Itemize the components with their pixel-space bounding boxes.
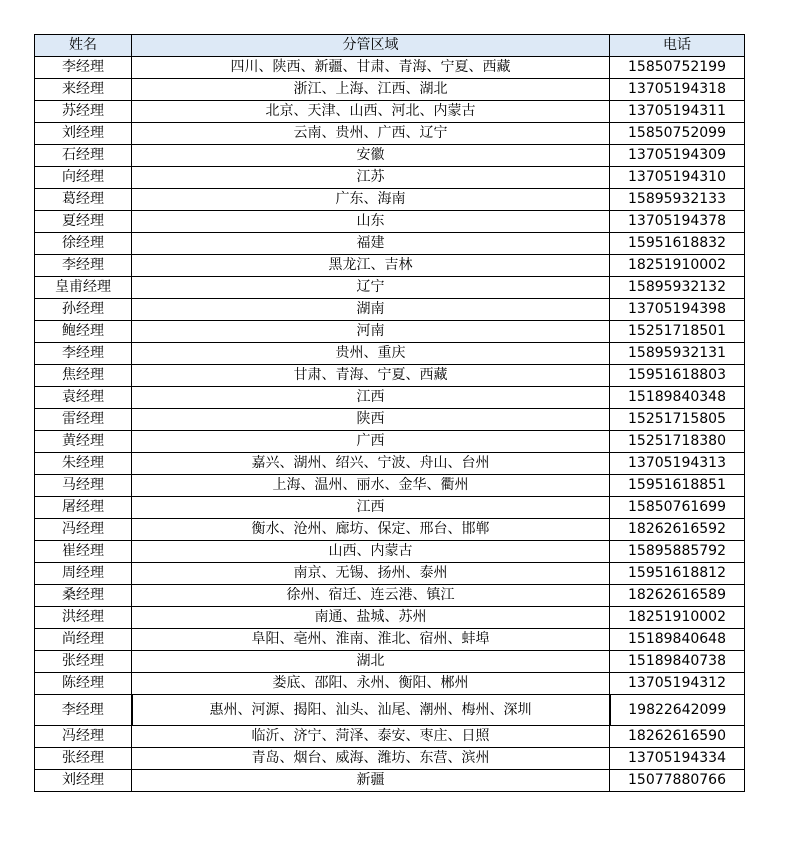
cell-phone: 18262616590 <box>610 726 745 748</box>
cell-phone: 15895932133 <box>610 189 745 211</box>
cell-name: 皇甫经理 <box>35 277 132 299</box>
table-row <box>35 497 745 519</box>
table-row <box>35 409 745 431</box>
cell-phone: 15251718501 <box>610 321 745 343</box>
cell-region: 南京、无锡、扬州、泰州 <box>132 563 610 585</box>
cell-name: 葛经理 <box>35 189 132 211</box>
cell-region: 北京、天津、山西、河北、内蒙古 <box>132 101 610 123</box>
table-row <box>35 770 745 792</box>
cell-phone: 13705194398 <box>610 299 745 321</box>
table-row <box>35 189 745 211</box>
cell-name: 石经理 <box>35 145 132 167</box>
cell-phone: 15951618851 <box>610 475 745 497</box>
cell-region: 南通、盐城、苏州 <box>132 607 610 629</box>
table-row <box>35 101 745 123</box>
cell-name: 张经理 <box>35 748 132 770</box>
cell-name: 刘经理 <box>35 770 132 792</box>
cell-region: 衡水、沧州、廊坊、保定、邢台、邯郸 <box>132 519 610 541</box>
cell-region: 广东、海南 <box>132 189 610 211</box>
cell-phone: 15895932131 <box>610 343 745 365</box>
cell-region: 徐州、宿迁、连云港、镇江 <box>132 585 610 607</box>
table-row <box>35 123 745 145</box>
cell-region: 娄底、邵阳、永州、衡阳、郴州 <box>132 673 610 695</box>
cell-name: 刘经理 <box>35 123 132 145</box>
table-row <box>35 651 745 673</box>
table-row <box>35 233 745 255</box>
table-row <box>35 607 745 629</box>
cell-region: 贵州、重庆 <box>132 343 610 365</box>
cell-name: 周经理 <box>35 563 132 585</box>
cell-phone: 15951618803 <box>610 365 745 387</box>
cell-phone: 13705194378 <box>610 211 745 233</box>
cell-region: 青岛、烟台、威海、潍坊、东营、滨州 <box>132 748 610 770</box>
table-row <box>35 299 745 321</box>
cell-region: 山西、内蒙古 <box>132 541 610 563</box>
cell-region: 广西 <box>132 431 610 453</box>
cell-phone: 15077880766 <box>610 770 745 792</box>
table-row <box>35 387 745 409</box>
cell-phone: 15850761699 <box>610 497 745 519</box>
table-row <box>35 343 745 365</box>
cell-region: 陕西 <box>132 409 610 431</box>
cell-name: 桑经理 <box>35 585 132 607</box>
cell-name: 朱经理 <box>35 453 132 475</box>
cell-region: 浙江、上海、江西、湖北 <box>132 79 610 101</box>
cell-phone: 15189840348 <box>610 387 745 409</box>
cell-name: 屠经理 <box>35 497 132 519</box>
cell-phone: 18251910002 <box>610 255 745 277</box>
cell-phone: 15951618832 <box>610 233 745 255</box>
table-row <box>35 629 745 651</box>
cell-phone: 13705194310 <box>610 167 745 189</box>
cell-name: 来经理 <box>35 79 132 101</box>
cell-name: 黄经理 <box>35 431 132 453</box>
cell-phone: 13705194312 <box>610 673 745 695</box>
cell-region: 临沂、济宁、菏泽、泰安、枣庄、日照 <box>132 726 610 748</box>
cell-region: 江西 <box>132 497 610 519</box>
table-row <box>35 585 745 607</box>
cell-phone: 15850752199 <box>610 57 745 79</box>
cell-phone: 15251718380 <box>610 431 745 453</box>
cell-name: 冯经理 <box>35 519 132 541</box>
header-row <box>35 35 745 57</box>
header-phone: 电话 <box>610 35 745 57</box>
cell-name: 尚经理 <box>35 629 132 651</box>
cell-phone: 13705194318 <box>610 79 745 101</box>
table-row <box>35 748 745 770</box>
table-row <box>35 541 745 563</box>
cell-region: 湖南 <box>132 299 610 321</box>
cell-phone: 18262616592 <box>610 519 745 541</box>
cell-name: 洪经理 <box>35 607 132 629</box>
cell-name: 李经理 <box>35 695 132 726</box>
cell-region: 江西 <box>132 387 610 409</box>
cell-name: 张经理 <box>35 651 132 673</box>
cell-region: 福建 <box>132 233 610 255</box>
cell-name: 鲍经理 <box>35 321 132 343</box>
cell-phone: 15850752099 <box>610 123 745 145</box>
table-row <box>35 211 745 233</box>
cell-region: 甘肃、青海、宁夏、西藏 <box>132 365 610 387</box>
cell-region: 辽宁 <box>132 277 610 299</box>
cell-phone: 15895885792 <box>610 541 745 563</box>
table-row <box>35 277 745 299</box>
cell-region: 嘉兴、湖州、绍兴、宁波、舟山、台州 <box>132 453 610 475</box>
table-row <box>35 321 745 343</box>
cell-region: 新疆 <box>132 770 610 792</box>
table-row <box>35 519 745 541</box>
cell-name: 冯经理 <box>35 726 132 748</box>
cell-region: 惠州、河源、揭阳、汕头、汕尾、潮州、梅州、深圳 <box>132 695 610 726</box>
cell-region: 阜阳、亳州、淮南、淮北、宿州、蚌埠 <box>132 629 610 651</box>
table-row <box>35 145 745 167</box>
table-row <box>35 431 745 453</box>
table-row <box>35 79 745 101</box>
cell-region: 上海、温州、丽水、金华、衢州 <box>132 475 610 497</box>
table-row <box>35 365 745 387</box>
cell-name: 焦经理 <box>35 365 132 387</box>
table-row <box>35 453 745 475</box>
cell-phone: 18262616589 <box>610 585 745 607</box>
cell-name: 雷经理 <box>35 409 132 431</box>
table-row <box>35 57 745 79</box>
table-row <box>35 673 745 695</box>
cell-phone: 15951618812 <box>610 563 745 585</box>
cell-phone: 13705194311 <box>610 101 745 123</box>
header-name: 姓名 <box>35 35 132 57</box>
table-row <box>35 726 745 748</box>
header-region: 分管区域 <box>132 35 610 57</box>
cell-name: 李经理 <box>35 343 132 365</box>
cell-phone: 15251715805 <box>610 409 745 431</box>
cell-name: 马经理 <box>35 475 132 497</box>
cell-phone: 13705194313 <box>610 453 745 475</box>
table-row <box>35 695 745 726</box>
cell-name: 袁经理 <box>35 387 132 409</box>
cell-phone: 15895932132 <box>610 277 745 299</box>
cell-name: 夏经理 <box>35 211 132 233</box>
manager-region-table <box>34 34 745 792</box>
cell-name: 李经理 <box>35 57 132 79</box>
cell-name: 崔经理 <box>35 541 132 563</box>
table-row <box>35 563 745 585</box>
cell-name: 陈经理 <box>35 673 132 695</box>
cell-phone: 19822642099 <box>610 695 745 726</box>
cell-region: 黑龙江、吉林 <box>132 255 610 277</box>
cell-name: 徐经理 <box>35 233 132 255</box>
cell-name: 孙经理 <box>35 299 132 321</box>
cell-region: 四川、陕西、新疆、甘肃、青海、宁夏、西藏 <box>132 57 610 79</box>
cell-name: 苏经理 <box>35 101 132 123</box>
cell-region: 安徽 <box>132 145 610 167</box>
cell-phone: 13705194334 <box>610 748 745 770</box>
cell-region: 山东 <box>132 211 610 233</box>
cell-name: 李经理 <box>35 255 132 277</box>
cell-region: 湖北 <box>132 651 610 673</box>
cell-phone: 18251910002 <box>610 607 745 629</box>
cell-region: 江苏 <box>132 167 610 189</box>
table-row <box>35 167 745 189</box>
table-row <box>35 475 745 497</box>
cell-name: 向经理 <box>35 167 132 189</box>
cell-phone: 13705194309 <box>610 145 745 167</box>
cell-phone: 15189840648 <box>610 629 745 651</box>
cell-region: 河南 <box>132 321 610 343</box>
table-row <box>35 255 745 277</box>
cell-region: 云南、贵州、广西、辽宁 <box>132 123 610 145</box>
cell-phone: 15189840738 <box>610 651 745 673</box>
